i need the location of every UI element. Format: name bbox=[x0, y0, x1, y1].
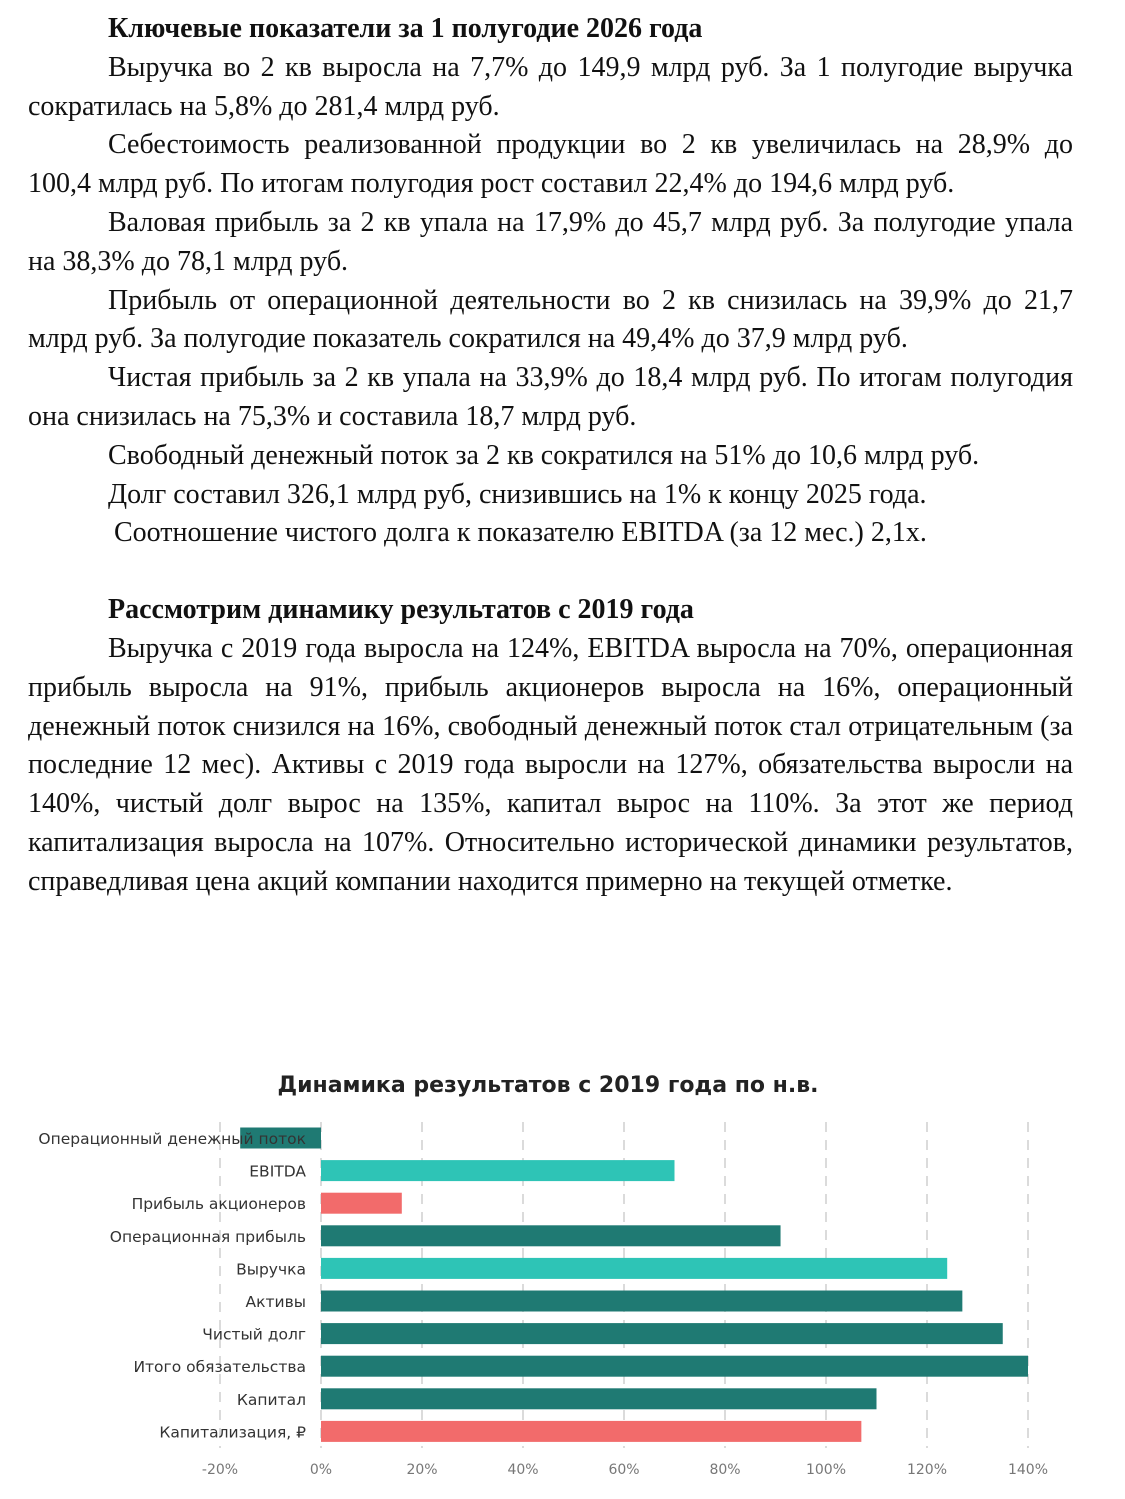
paragraph-cost: Себестоимость реализованной продукции во 2 кв увеличилась на 28,9% до 100,4 млрд руб. По итогам полугодия рост составил 22,4% до 194,6 млрд руб. bbox=[28, 129, 1073, 200]
category-label: Выручка bbox=[236, 1260, 306, 1279]
x-tick-label: 60% bbox=[608, 1462, 640, 1478]
paragraph-fcf: Свободный денежный поток за 2 кв сократился на 51% до 10,6 млрд руб. bbox=[108, 439, 980, 471]
x-tick-label: 80% bbox=[709, 1462, 741, 1478]
bar bbox=[321, 1258, 947, 1279]
chart-title: Динамика результатов с 2019 года по н.в. bbox=[277, 1073, 819, 1098]
x-tick-label: 40% bbox=[507, 1462, 539, 1478]
x-tick-label: 140% bbox=[1007, 1462, 1049, 1478]
category-label: Активы bbox=[245, 1293, 306, 1311]
bar bbox=[321, 1356, 1028, 1377]
category-label: Операционный денежный поток bbox=[38, 1130, 306, 1148]
bar bbox=[321, 1323, 1003, 1344]
chart-category-labels bbox=[38, 1130, 306, 1441]
paragraph-dynamics: Выручка с 2019 года выросла на 124%, EBITDA выросла на 70%, операционная прибыль выросла на 91%, прибыль акционеров выросла на 16%, операционный денежный поток снизился на 16%, свободный денежный поток стал отрицательным (за последние 12 мес). Активы с 2019 года выросли на 127%, обязательства выросли на 140%, чистый долг вырос на 135%, капитал вырос на 110%. За этот же период капитализация выросла на 107%. Относительно исторической динамики результатов, справедливая цена акций компании находится примерно на текущей отметке. bbox=[28, 632, 1073, 897]
chart-x-axis bbox=[202, 1462, 1048, 1478]
category-label: Итого обязательства bbox=[133, 1358, 306, 1377]
category-label: Прибыль акционеров bbox=[131, 1195, 306, 1214]
bar bbox=[321, 1291, 962, 1312]
x-tick-label: 100% bbox=[805, 1462, 847, 1478]
x-tick-label: 120% bbox=[906, 1462, 948, 1478]
bar bbox=[321, 1421, 861, 1442]
paragraph-net-profit: Чистая прибыль за 2 кв упала на 33,9% до 18,4 млрд руб. По итогам полугодия она снизилась на 75,3% и составила 18,7 млрд руб. bbox=[28, 362, 1073, 432]
paragraph-operating-profit: Прибыль от операционной деятельности во 2 кв снизилась на 39,9% до 21,7 млрд руб. За полугодие показатель сократился на 49,4% до 37,9 млрд руб. bbox=[28, 284, 1073, 355]
category-label: Капитализация, ₽ bbox=[159, 1423, 306, 1442]
category-label: Операционная прибыль bbox=[109, 1227, 306, 1246]
x-tick-label: 0% bbox=[309, 1462, 333, 1478]
category-label: Капитал bbox=[236, 1390, 306, 1409]
category-label: EBITDA bbox=[249, 1162, 306, 1181]
chart-bars bbox=[240, 1128, 1028, 1442]
bar bbox=[321, 1225, 781, 1246]
paragraph-gross-profit: Валовая прибыль за 2 кв упала на 17,9% до 45,7 млрд руб. За полугодие упала на 38,3% до 78,1 млрд руб. bbox=[28, 206, 1073, 277]
x-tick-label: -20% bbox=[201, 1462, 239, 1478]
section1-heading: Ключевые показатели за 1 полугодие 2026 года bbox=[108, 13, 703, 44]
section2-heading: Рассмотрим динамику результатов с 2019 года bbox=[108, 594, 694, 626]
bar bbox=[321, 1388, 877, 1409]
bar bbox=[321, 1193, 402, 1214]
bar bbox=[321, 1160, 675, 1181]
paragraph-revenue: Выручка во 2 кв выросла на 7,7% до 149,9 млрд руб. За 1 полугодие выручка сократилась на 5,8% до 281,4 млрд руб. bbox=[28, 51, 1073, 122]
document-body bbox=[28, 10, 1073, 902]
paragraph-debt: Долг составил 326,1 млрд руб, снизившись на 1% к концу 2025 года. bbox=[108, 478, 927, 510]
x-tick-label: 20% bbox=[406, 1462, 438, 1478]
paragraph-net-debt-ebitda: Соотношение чистого долга к показателю EBITDA (за 12 мес.) 2,1х. bbox=[114, 517, 927, 549]
results-dynamics-chart bbox=[0, 1060, 1125, 1499]
category-label: Чистый долг bbox=[202, 1325, 306, 1344]
